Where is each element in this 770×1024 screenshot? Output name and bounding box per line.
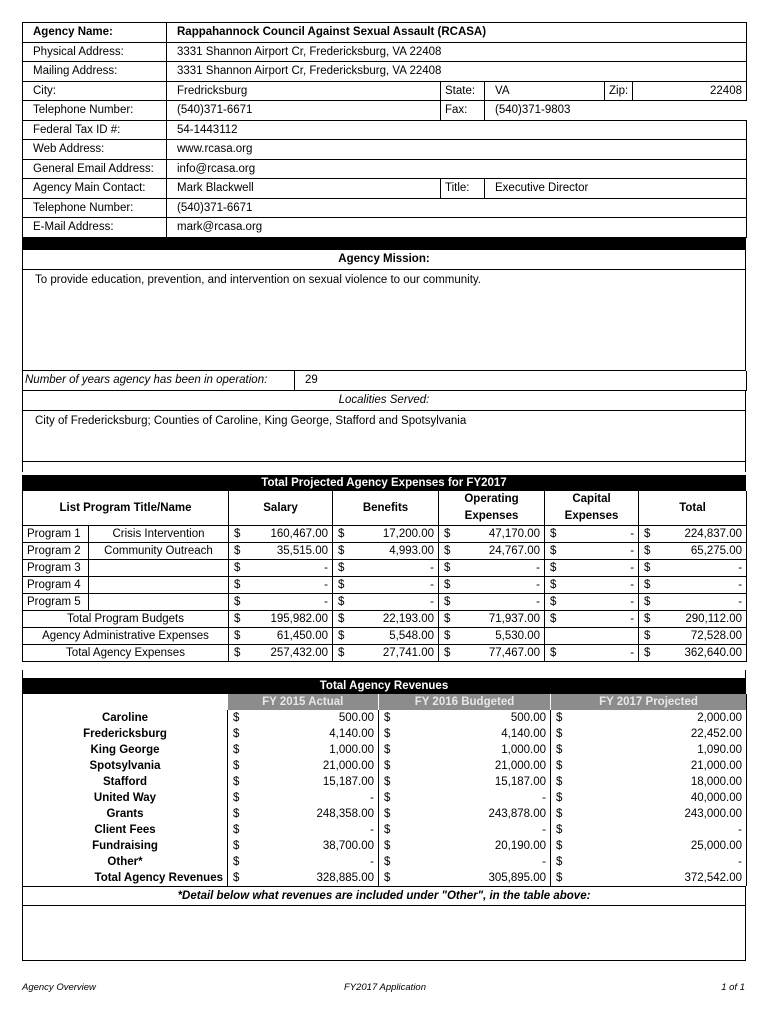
currency-symbol: $ [551,854,567,870]
zip-label: Zip: [605,81,633,101]
currency-symbol: $ [228,774,244,790]
revenue-row [23,822,747,838]
web-address-value[interactable]: www.rcasa.org [167,140,747,160]
footer-page-number: 1 of 1 [721,982,745,993]
expense-benefits-value[interactable]: - [347,594,439,611]
expense-program-row [23,560,747,577]
revenue-row [23,854,747,870]
revenue-source-name: United Way [93,792,157,804]
operating-header-line2: Expenses [464,510,519,522]
currency-symbol: $ [379,742,395,758]
currency-symbol: $ [333,560,347,577]
currency-symbol: $ [229,543,243,560]
expenses-header-row [23,491,747,526]
currency-symbol: $ [545,645,559,662]
expense-total-value[interactable]: - [653,577,747,594]
expense-total-value[interactable]: - [653,560,747,577]
expense-operating-value[interactable]: - [453,577,545,594]
web-address-label: Web Address: [23,140,167,160]
currency-symbol: $ [639,526,653,543]
general-email-label: General Email Address: [23,159,167,179]
mailing-address-label: Mailing Address: [23,62,167,82]
expense-total-benefits-value: 27,741.00 [347,645,439,662]
physical-address-label: Physical Address: [23,42,167,62]
operating-header-line1: Operating [464,493,519,505]
expense-operating-value[interactable]: 47,170.00 [453,526,545,543]
revenue-fy2016-value[interactable]: - [542,856,546,868]
revenue-row [23,742,747,758]
years-table [22,371,747,391]
expense-operating-value[interactable]: - [453,560,545,577]
other-revenue-detail-box[interactable] [22,905,746,961]
physical-address-value[interactable]: 3331 Shannon Airport Cr, Fredericksburg, VA 22408 [167,42,747,62]
currency-symbol: $ [639,628,653,645]
revenue-fy2016-value[interactable]: 1,000.00 [501,744,546,756]
currency-symbol: $ [639,577,653,594]
currency-symbol: $ [439,560,453,577]
currency-symbol: $ [379,838,395,854]
row-city [23,81,747,101]
tax-id-label: Federal Tax ID #: [23,120,167,140]
spacer [22,462,746,472]
row-main-contact [23,179,747,199]
currency-symbol: $ [551,838,567,854]
localities-text[interactable]: City of Fredericksburg; Counties of Caroline, King George, Stafford and Spotsylvania [35,414,467,427]
currency-symbol: $ [229,594,243,611]
expense-operating-value[interactable]: 24,767.00 [453,543,545,560]
revenue-source-name: Fredericksburg [83,728,167,740]
expense-total-total-value: 290,112.00 [653,611,747,628]
revenue-row [23,774,747,790]
telephone-value[interactable]: (540)371-6671 [167,101,441,121]
currency-symbol: $ [228,758,244,774]
expense-salary-value[interactable]: - [243,560,333,577]
program-name[interactable] [89,560,229,577]
currency-symbol: $ [379,822,395,838]
currency-symbol: $ [333,645,347,662]
row-contact-email [23,218,747,238]
city-label: City: [23,81,167,101]
row-agency-name [23,23,747,43]
currency-symbol: $ [379,710,395,726]
section-divider [22,238,746,250]
revenue-fy2015-value[interactable]: 328,885.00 [316,872,374,884]
contact-telephone-value[interactable]: (540)371-6671 [167,198,747,218]
currency-symbol: $ [379,774,395,790]
expense-salary-value[interactable]: - [243,594,333,611]
currency-symbol: $ [229,577,243,594]
currency-symbol: $ [545,577,559,594]
revenue-fy2017-value[interactable]: 21,000.00 [690,760,742,772]
revenue-fy2016-value[interactable]: 20,190.00 [494,840,546,852]
currency-symbol: $ [639,560,653,577]
currency-symbol: $ [551,710,567,726]
currency-symbol: $ [333,628,347,645]
revenue-source-name: Fundraising [92,840,158,852]
currency-symbol: $ [551,774,567,790]
currency-symbol: $ [228,742,244,758]
expense-total-benefits-value: 5,548.00 [347,628,439,645]
currency-symbol: $ [439,645,453,662]
revenue-fy2017-value[interactable]: 243,000.00 [684,808,742,820]
currency-symbol: $ [551,870,567,886]
expenses-section [22,475,746,662]
currency-symbol: $ [379,870,395,886]
currency-symbol: $ [639,645,653,662]
currency-symbol: $ [229,526,243,543]
currency-symbol: $ [639,543,653,560]
row-general-email [23,159,747,179]
contact-telephone-label: Telephone Number: [23,198,167,218]
total-row-label: Total Agency Expenses [23,645,229,662]
revenues-section [22,670,746,961]
program-name[interactable]: Crisis Intervention [89,526,229,543]
agency-name-value[interactable]: Rappahannock Council Against Sexual Assault (RCASA) [167,23,747,43]
revenue-fy2017-value[interactable]: 22,452.00 [690,728,742,740]
general-email-value[interactable]: info@rcasa.org [167,159,747,179]
footer-left: Agency Overview [22,982,96,993]
mission-heading: Agency Mission: [23,250,745,270]
revenue-fy2017-value[interactable]: 372,542.00 [684,872,742,884]
revenue-source-name: Caroline [101,712,148,724]
main-contact-label: Agency Main Contact: [23,179,167,199]
expense-total-capital-value: - [559,645,639,662]
currency-symbol: $ [545,611,559,628]
revenue-row [23,758,747,774]
expenses-table [22,491,747,662]
revenue-fy2017-value[interactable]: 40,000.00 [690,792,742,804]
expense-capital-value[interactable]: - [559,543,639,560]
currency-symbol: $ [229,628,243,645]
years-value[interactable]: 29 [295,371,747,391]
currency-symbol: $ [228,710,244,726]
expense-benefits-value[interactable]: 17,200.00 [347,526,439,543]
telephone-label: Telephone Number: [23,101,167,121]
program-label: Program 5 [23,594,89,611]
currency-symbol [545,628,559,645]
currency-symbol: $ [228,806,244,822]
currency-symbol: $ [379,854,395,870]
revenue-source-name: Total Agency Revenues [94,872,223,884]
revenue-fy2016-value[interactable]: 243,878.00 [488,808,546,820]
program-label: Program 2 [23,543,89,560]
expense-benefits-value[interactable]: - [347,577,439,594]
state-value[interactable]: VA [485,81,605,101]
currency-symbol: $ [229,645,243,662]
expense-benefits-value[interactable]: - [347,560,439,577]
expense-total-capital-value [559,628,639,645]
currency-symbol: $ [228,822,244,838]
currency-symbol: $ [551,742,567,758]
program-name[interactable] [89,577,229,594]
title-label: Title: [441,179,485,199]
row-web-address [23,140,747,160]
expense-total-value[interactable]: 65,275.00 [653,543,747,560]
expense-program-row [23,543,747,560]
expense-salary-value[interactable]: - [243,577,333,594]
contact-email-value[interactable]: mark@rcasa.org [167,218,747,238]
program-label: Program 1 [23,526,89,543]
row-physical-address [23,42,747,62]
expense-operating-value[interactable]: - [453,594,545,611]
currency-symbol: $ [333,594,347,611]
expense-total-row [23,645,747,662]
revenue-fy2016-value[interactable]: 21,000.00 [494,760,546,772]
currency-symbol: $ [228,854,244,870]
currency-symbol: $ [551,822,567,838]
revenues-header-row [23,694,747,710]
expense-total-row [23,628,747,645]
mission-text[interactable]: To provide education, prevention, and intervention on sexual violence to our community. [35,273,481,286]
revenue-fy2016-value[interactable]: 15,187.00 [494,776,546,788]
contact-email-label: E-Mail Address: [23,218,167,238]
currency-symbol: $ [333,577,347,594]
currency-symbol: $ [379,758,395,774]
currency-symbol: $ [228,838,244,854]
revenue-source-name: Grants [106,808,144,820]
revenue-fy2015-value[interactable]: 4,140.00 [329,728,374,740]
revenue-source-name: Client Fees [94,824,156,836]
revenue-fy2016-value[interactable]: 305,895.00 [488,872,546,884]
currency-symbol: $ [545,543,559,560]
currency-symbol: $ [333,611,347,628]
expense-total-operating-value: 71,937.00 [453,611,545,628]
expense-total-value[interactable]: - [653,594,747,611]
revenue-fy2015-value[interactable]: 1,000.00 [329,744,374,756]
localities-box [22,391,746,462]
revenue-row [23,790,747,806]
row-contact-telephone [23,198,747,218]
capital-header-line2: Expenses [564,510,619,522]
expense-program-row [23,577,747,594]
revenue-row [23,726,747,742]
expense-salary-value[interactable]: 35,515.00 [243,543,333,560]
revenue-fy2017-value[interactable]: - [738,856,742,868]
revenue-fy2015-value[interactable]: 248,358.00 [316,808,374,820]
revenue-fy2016-value[interactable]: 500.00 [510,712,546,724]
expense-total-operating-value: 5,530.00 [453,628,545,645]
main-contact-value[interactable]: Mark Blackwell [167,179,441,199]
currency-symbol: $ [228,870,244,886]
col-capital-header [545,491,639,526]
currency-symbol: $ [439,577,453,594]
expense-total-total-value: 362,640.00 [653,645,747,662]
total-row-label: Agency Administrative Expenses [23,628,229,645]
currency-symbol: $ [545,526,559,543]
program-label: Program 4 [23,577,89,594]
col-total-header: Total [639,491,747,526]
revenue-fy2016-value[interactable]: 4,140.00 [501,728,546,740]
currency-symbol: $ [439,594,453,611]
revenue-row [23,806,747,822]
mailing-address-value[interactable]: 3331 Shannon Airport Cr, Fredericksburg, VA 22408 [167,62,747,82]
revenue-fy2017-value[interactable]: - [738,824,742,836]
expense-benefits-value[interactable]: 4,993.00 [347,543,439,560]
col-operating-header [439,491,545,526]
currency-symbol: $ [333,543,347,560]
expense-total-salary-value: 61,450.00 [243,628,333,645]
agency-info-table [22,22,747,238]
currency-symbol: $ [439,543,453,560]
expense-total-operating-value: 77,467.00 [453,645,545,662]
row-tax-id [23,120,747,140]
revenue-row [23,870,747,886]
currency-symbol: $ [545,594,559,611]
currency-symbol: $ [439,628,453,645]
expense-program-row [23,526,747,543]
row-telephone [23,101,747,121]
currency-symbol: $ [379,726,395,742]
agency-name-label: Agency Name: [23,23,167,43]
footer-center: FY2017 Application [343,982,427,993]
expense-capital-value[interactable]: - [559,526,639,543]
other-revenue-note: *Detail below what revenues are included under "Other", in the table above: [22,886,746,905]
expense-total-total-value: 72,528.00 [653,628,747,645]
currency-symbol: $ [228,726,244,742]
expense-total-salary-value: 257,432.00 [243,645,333,662]
revenue-fy2016-value[interactable]: - [542,824,546,836]
expense-capital-value[interactable]: - [559,560,639,577]
currency-symbol: $ [551,790,567,806]
currency-symbol: $ [229,611,243,628]
col-fy2017-header: FY 2017 Projected [551,694,747,710]
spacer [22,670,746,678]
currency-symbol: $ [439,611,453,628]
revenue-fy2015-value[interactable]: - [370,792,374,804]
revenue-fy2017-value[interactable]: 1,090.00 [697,744,742,756]
col-fy2015-header: FY 2015 Actual [228,694,379,710]
state-label: State: [441,81,485,101]
expense-capital-value[interactable]: - [559,577,639,594]
currency-symbol: $ [229,560,243,577]
revenues-table [22,694,747,886]
capital-header-line1: Capital [572,493,611,505]
revenue-fy2017-value[interactable]: 2,000.00 [697,712,742,724]
program-name[interactable] [89,594,229,611]
row-mailing-address [23,62,747,82]
city-value[interactable]: Fredricksburg [167,81,441,101]
expense-salary-value[interactable]: 160,467.00 [243,526,333,543]
zip-value[interactable]: 22408 [633,81,747,101]
col-fy2016-header: FY 2016 Budgeted [379,694,551,710]
col-salary-header: Salary [229,491,333,526]
currency-symbol: $ [228,790,244,806]
revenue-fy2015-value[interactable]: 21,000.00 [322,760,374,772]
tax-id-value[interactable]: 54-1443112 [167,120,747,140]
revenues-header-blank [23,694,228,710]
expense-capital-value[interactable]: - [559,594,639,611]
currency-symbol: $ [545,560,559,577]
currency-symbol: $ [551,806,567,822]
program-name[interactable]: Community Outreach [89,543,229,560]
years-label: Number of years agency has been in operation: [23,371,295,391]
revenue-fy2015-value[interactable]: - [370,856,374,868]
revenue-fy2015-value[interactable]: - [370,824,374,836]
currency-symbol: $ [551,726,567,742]
revenue-source-name: Other* [107,856,143,868]
col-benefits-header: Benefits [333,491,439,526]
revenue-fy2015-value[interactable]: 15,187.00 [322,776,374,788]
revenue-fy2017-value[interactable]: 25,000.00 [690,840,742,852]
expenses-title: Total Projected Agency Expenses for FY2017 [22,475,746,491]
currency-symbol: $ [551,758,567,774]
revenue-row [23,838,747,854]
currency-symbol: $ [639,611,653,628]
currency-symbol: $ [439,526,453,543]
revenue-row [23,710,747,726]
mission-box [22,250,746,371]
currency-symbol: $ [639,594,653,611]
expense-total-value[interactable]: 224,837.00 [653,526,747,543]
program-label: Program 3 [23,560,89,577]
agency-info-section [22,22,746,472]
fax-value[interactable]: (540)371-9803 [485,101,747,121]
localities-heading: Localities Served: [23,391,745,411]
expense-total-benefits-value: 22,193.00 [347,611,439,628]
col-program-header: List Program Title/Name [23,491,229,526]
revenue-source-name: Stafford [102,776,148,788]
total-row-label: Total Program Budgets [23,611,229,628]
expense-total-row [23,611,747,628]
revenue-fy2015-value[interactable]: 38,700.00 [322,840,374,852]
currency-symbol: $ [379,790,395,806]
expense-total-capital-value: - [559,611,639,628]
title-value[interactable]: Executive Director [485,179,747,199]
revenue-fy2017-value[interactable]: 18,000.00 [690,776,742,788]
currency-symbol: $ [333,526,347,543]
revenue-source-name: Spotsylvania [89,760,161,772]
revenue-fy2015-value[interactable]: 500.00 [338,712,374,724]
expense-program-row [23,594,747,611]
currency-symbol: $ [379,806,395,822]
revenue-source-name: King George [90,744,160,756]
fax-label: Fax: [441,101,485,121]
revenue-fy2016-value[interactable]: - [542,792,546,804]
expense-total-salary-value: 195,982.00 [243,611,333,628]
revenues-title: Total Agency Revenues [22,678,746,694]
